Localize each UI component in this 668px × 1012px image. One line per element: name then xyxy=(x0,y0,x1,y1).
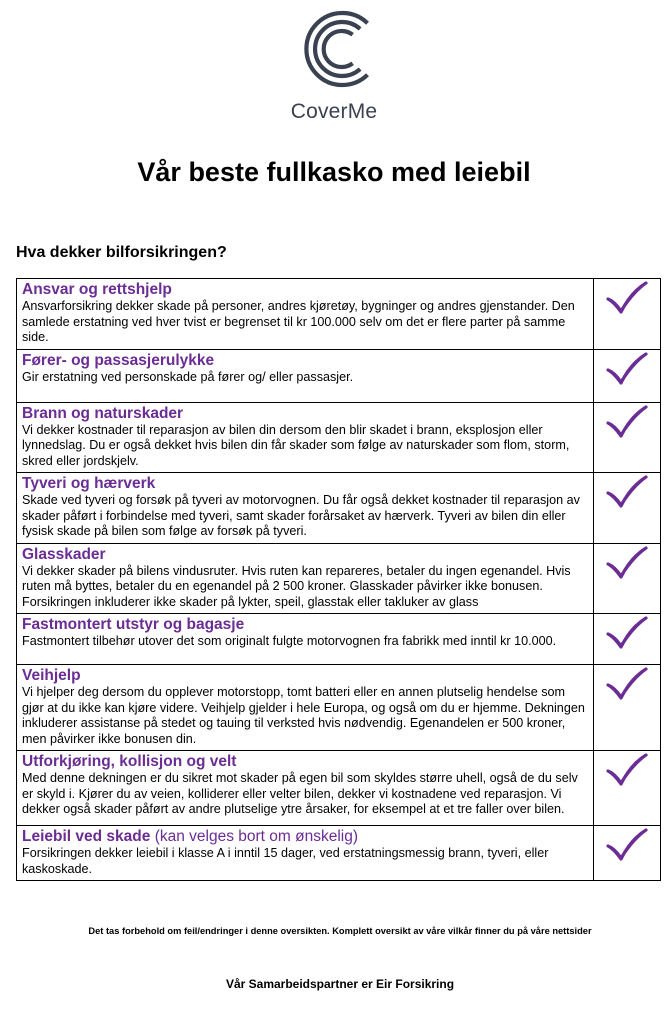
coverage-row xyxy=(17,614,661,665)
included-indicator-cell xyxy=(594,751,661,826)
coverage-title xyxy=(22,404,589,423)
coverage-text: Vi dekker skader på bilens vindusruter. Hvis ruten kan repareres, betaler du ingen egenandel. Hvis ruten må byttes, betaler du en egenandel på 2 500 kroner. Glasskader påvirker ikke bonusen. Forsikringen inkluderer ikke skader på lykter, speil, glasstak eller takluker av glass xyxy=(22,563,571,609)
included-indicator-cell xyxy=(594,665,661,751)
coverage-title xyxy=(22,351,589,370)
checkmark-icon xyxy=(606,404,648,442)
coverage-text: Vi hjelper deg dersom du opplever motorstopp, tomt batteri eller en annen plutselig hendelse som gjør at du ikke kan kjøre videre. Veihjelp gjelder i hele Europa, og også om du er hjemme. Dekningen inkluderer assistanse på stedet og tauing til verksted hvis nødvendig. Egenandelen er 500 kroner, men påvirker ikke bonusen din. xyxy=(22,685,585,746)
coverage-row xyxy=(17,543,661,614)
coverage-title xyxy=(22,666,589,685)
coverage-description-cell xyxy=(17,279,594,350)
coverage-optional-note: (kan velges bort om ønskelig) xyxy=(154,828,358,845)
coverage-title-text: Utforkjøring, kollisjon og velt xyxy=(22,753,237,770)
coverage-title-text: Brann og naturskader xyxy=(22,404,184,422)
coverage-description-cell xyxy=(17,614,594,665)
coverage-title-text: Tyveri og hærverk xyxy=(22,475,156,492)
included-indicator-cell xyxy=(594,279,661,350)
coverage-row xyxy=(17,473,661,544)
coverage-title-text: Leiebil ved skade xyxy=(22,828,151,845)
included-indicator-cell xyxy=(594,402,661,473)
coverage-title-text: Glasskader xyxy=(22,545,106,563)
brand-logo xyxy=(0,0,668,130)
coverage-row xyxy=(17,826,661,881)
coverage-table xyxy=(16,278,661,881)
included-indicator-cell xyxy=(594,614,661,665)
checkmark-icon xyxy=(606,615,648,653)
checkmark-icon xyxy=(606,545,648,583)
disclaimer-footnote: Det tas forbehold om feil/endringer i denne oversikten. Komplett oversikt av våre vilkår finner du på våre nettsider xyxy=(88,926,592,936)
coverage-row xyxy=(17,349,661,402)
coverage-row xyxy=(17,279,661,350)
coverage-description-cell xyxy=(17,665,594,751)
brand-name: CoverMe xyxy=(290,100,378,123)
page-title: Vår beste fullkasko med leiebil xyxy=(137,157,531,187)
included-indicator-cell xyxy=(594,349,661,402)
coverage-text: Vi dekker kostnader til reparasjon av bilen din dersom den blir skadet i brann, eksplosjon eller lynnedslag. Du er også dekket hvis bilen din får skader som følge av naturskader som flom, storm, skred eller jordskjelv. xyxy=(22,422,570,468)
coverage-title-text: Fastmontert utstyr og bagasje xyxy=(22,616,245,633)
coverage-title-text: Fører- og passasjerulykke xyxy=(22,351,215,369)
partner-note: Vår Samarbeidspartner er Eir Forsikring xyxy=(225,977,455,991)
coverage-description-cell xyxy=(17,349,594,402)
coverage-title-text: Veihjelp xyxy=(22,667,81,684)
coverage-text: Skade ved tyveri og forsøk på tyveri av motorvognen. Du får også dekket kostnader til reparasjon av skader påført i forbindelse med tyveri, samt skader forårsaket av hærverk. Tyveri av bilen din eller fysisk skade på bilen som følge av forsøk på tyveri. xyxy=(22,493,580,538)
checkmark-icon xyxy=(606,752,648,790)
coverage-description-cell xyxy=(17,402,594,473)
included-indicator-cell xyxy=(594,473,661,544)
coverage-description-cell xyxy=(17,543,594,614)
coverage-title xyxy=(22,474,589,493)
coverage-row xyxy=(17,665,661,751)
coverage-title-text: Ansvar og rettshjelp xyxy=(22,281,172,298)
coverage-description-cell xyxy=(17,751,594,826)
coverage-row xyxy=(17,751,661,826)
checkmark-icon xyxy=(606,827,648,865)
coverme-c-logo-icon xyxy=(297,5,373,93)
checkmark-icon xyxy=(606,280,648,318)
coverage-title xyxy=(22,752,589,771)
coverage-row xyxy=(17,402,661,473)
coverage-text: Med denne dekningen er du sikret mot skader på egen bil som skyldes større uhell, også de du selv er skyld i. Kjører du av veien, kolliderer eller velter bilen, dekker vi kostnadene ved reparasjon. Vi dekker også skader påført av andre plutselige ytre årsaker, for eksempel at et tre faller over bilen. xyxy=(22,771,578,816)
coverage-title xyxy=(22,827,589,846)
included-indicator-cell xyxy=(594,543,661,614)
coverage-title xyxy=(22,280,589,299)
coverage-description-cell xyxy=(17,473,594,544)
coverage-description-cell xyxy=(17,826,594,881)
coverage-text: Fastmontert tilbehør utover det som originalt fulgte motorvognen fra fabrikk med inntil kr 10.000. xyxy=(22,634,557,648)
coverage-text: Forsikringen dekker leiebil i klasse A i inntil 15 dager, ved erstatningsmessig brann, tyveri, eller kaskoskade. xyxy=(22,846,549,876)
checkmark-icon xyxy=(606,474,648,512)
coverage-text: Gir erstatning ved personskade på fører og/ eller passasjer. xyxy=(22,369,354,384)
section-subtitle: Hva dekker bilforsikringen? xyxy=(16,244,227,261)
checkmark-icon xyxy=(606,351,648,389)
coverage-title xyxy=(22,545,589,564)
included-indicator-cell xyxy=(594,826,661,881)
checkmark-icon xyxy=(606,666,648,704)
coverage-text: Ansvarforsikring dekker skade på personer, andres kjøretøy, bygninger og andres gjenstander. Den samlede erstatning ved hver tvist er begrenset til kr 100.000 selv om det er flere parter på samme side. xyxy=(22,299,575,344)
coverage-title xyxy=(22,615,589,634)
